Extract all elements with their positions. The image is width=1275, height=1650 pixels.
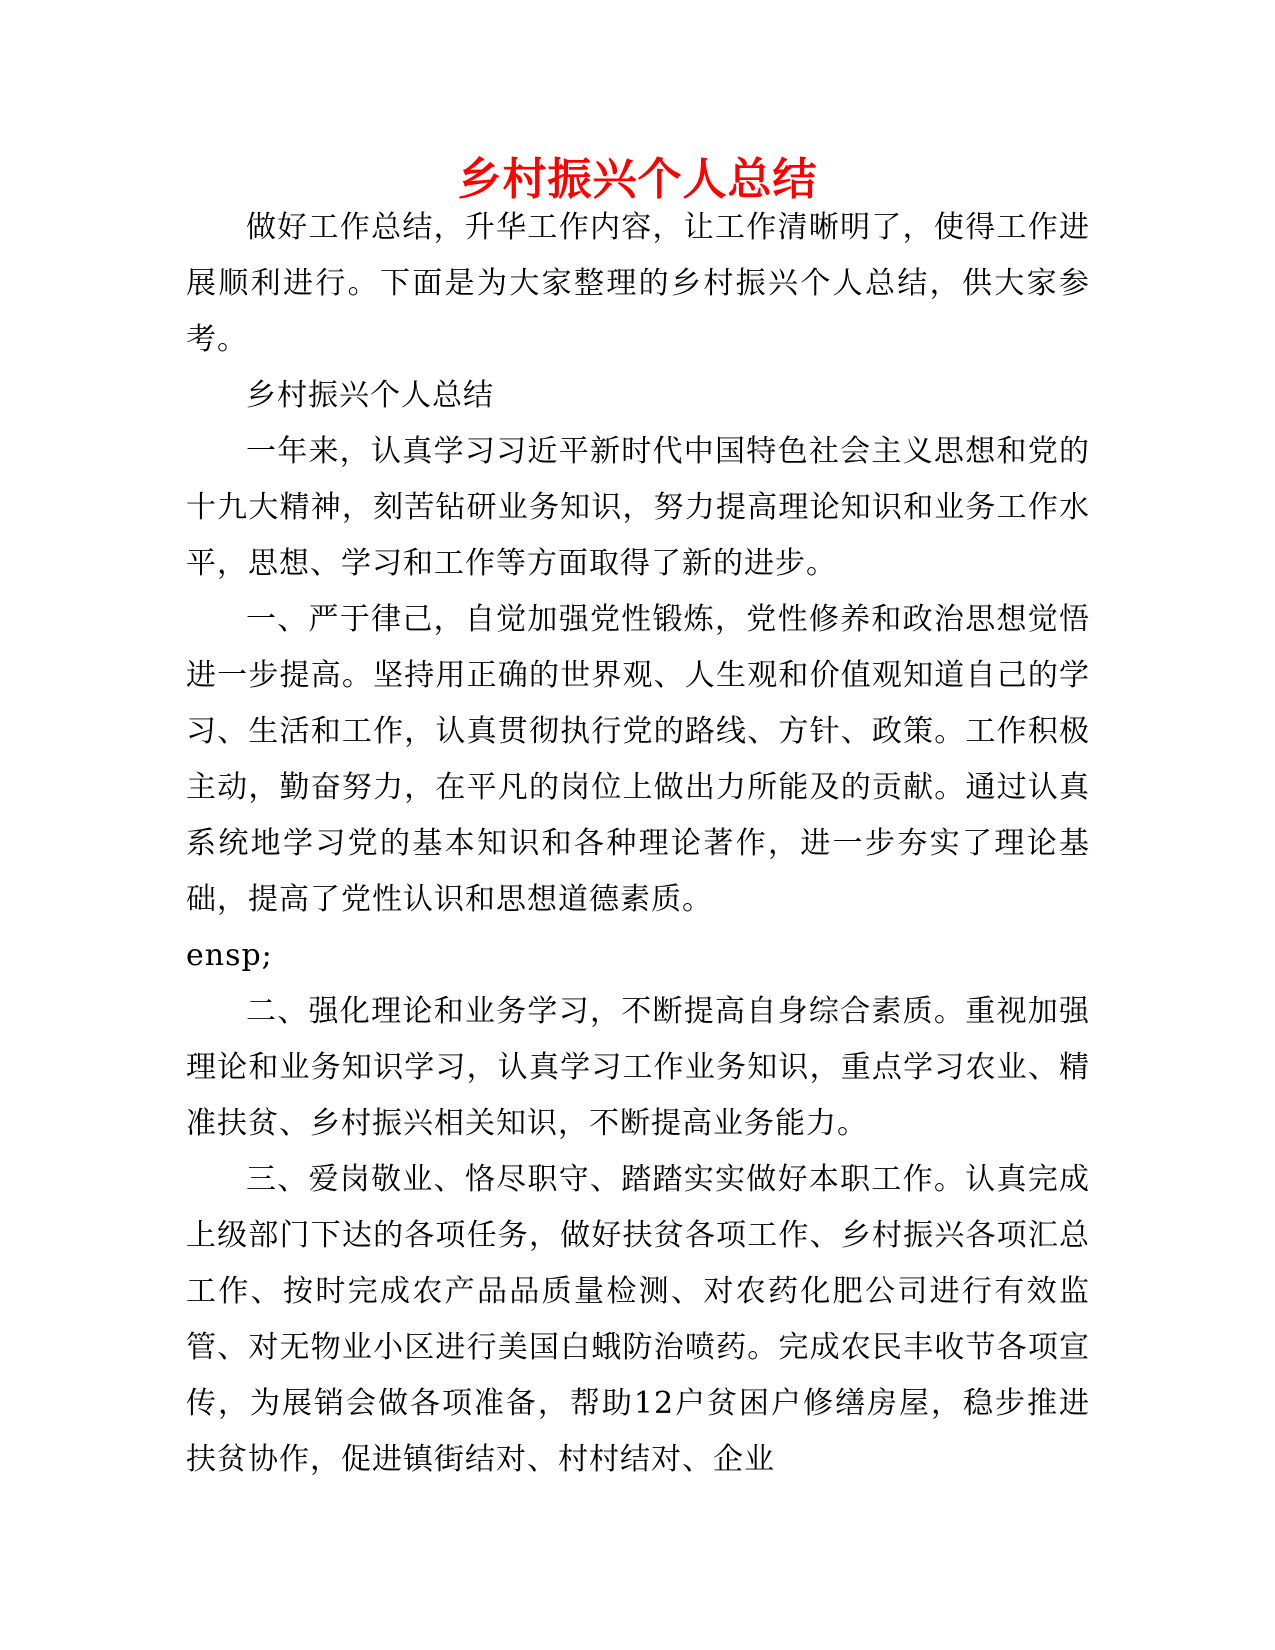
document-title: 乡村振兴个人总结 [457,154,818,205]
stray-entity-text: ensp; [186,938,273,973]
point-one-paragraph: 一、严于律己，自觉加强党性锻炼，党性修养和政治思想觉悟进一步提高。坚持用正确的世界观、人生观和价值观知道自己的学习、生活和工作，认真贯彻执行党的路线、方针、政策。工作积极主动，勤奋努力，在平凡的岗位上做出力所能及的贡献。通过认真系统地学习党的基本知识和各种理论著作，进一步夯实了理论基础，提高了党性认识和思想道德素质。 [186,602,1090,917]
summary-paragraph: 一年来，认真学习习近平新时代中国特色社会主义思想和党的十九大精神，刻苦钻研业务知识，努力提高理论知识和业务工作水平，思想、学习和工作等方面取得了新的进步。 [186,434,1090,581]
intro-paragraph: 做好工作总结，升华工作内容，让工作清晰明了，使得工作进展顺利进行。下面是为大家整理的乡村振兴个人总结，供大家参考。 [186,210,1090,357]
point-two-paragraph: 二、强化理论和业务学习，不断提高自身综合素质。重视加强理论和业务知识学习，认真学习工作业务知识，重点学习农业、精准扶贫、乡村振兴相关知识，不断提高业务能力。 [186,994,1090,1141]
point-three-paragraph: 三、爱岗敬业、恪尽职守、踏踏实实做好本职工作。认真完成上级部门下达的各项任务，做好扶贫各项工作、乡村振兴各项汇总工作、按时完成农产品品质量检测、对农药化肥公司进行有效监管、对无物业小区进行美国白蛾防治喷药。完成农民丰收节各项宣传，为展销会做各项准备，帮助12户贫困户修缮房屋，稳步推进扶贫协作，促进镇街结对、村村结对、企业 [186,1162,1090,1477]
section-heading: 乡村振兴个人总结 [246,378,494,413]
document-body [186,200,1090,1488]
